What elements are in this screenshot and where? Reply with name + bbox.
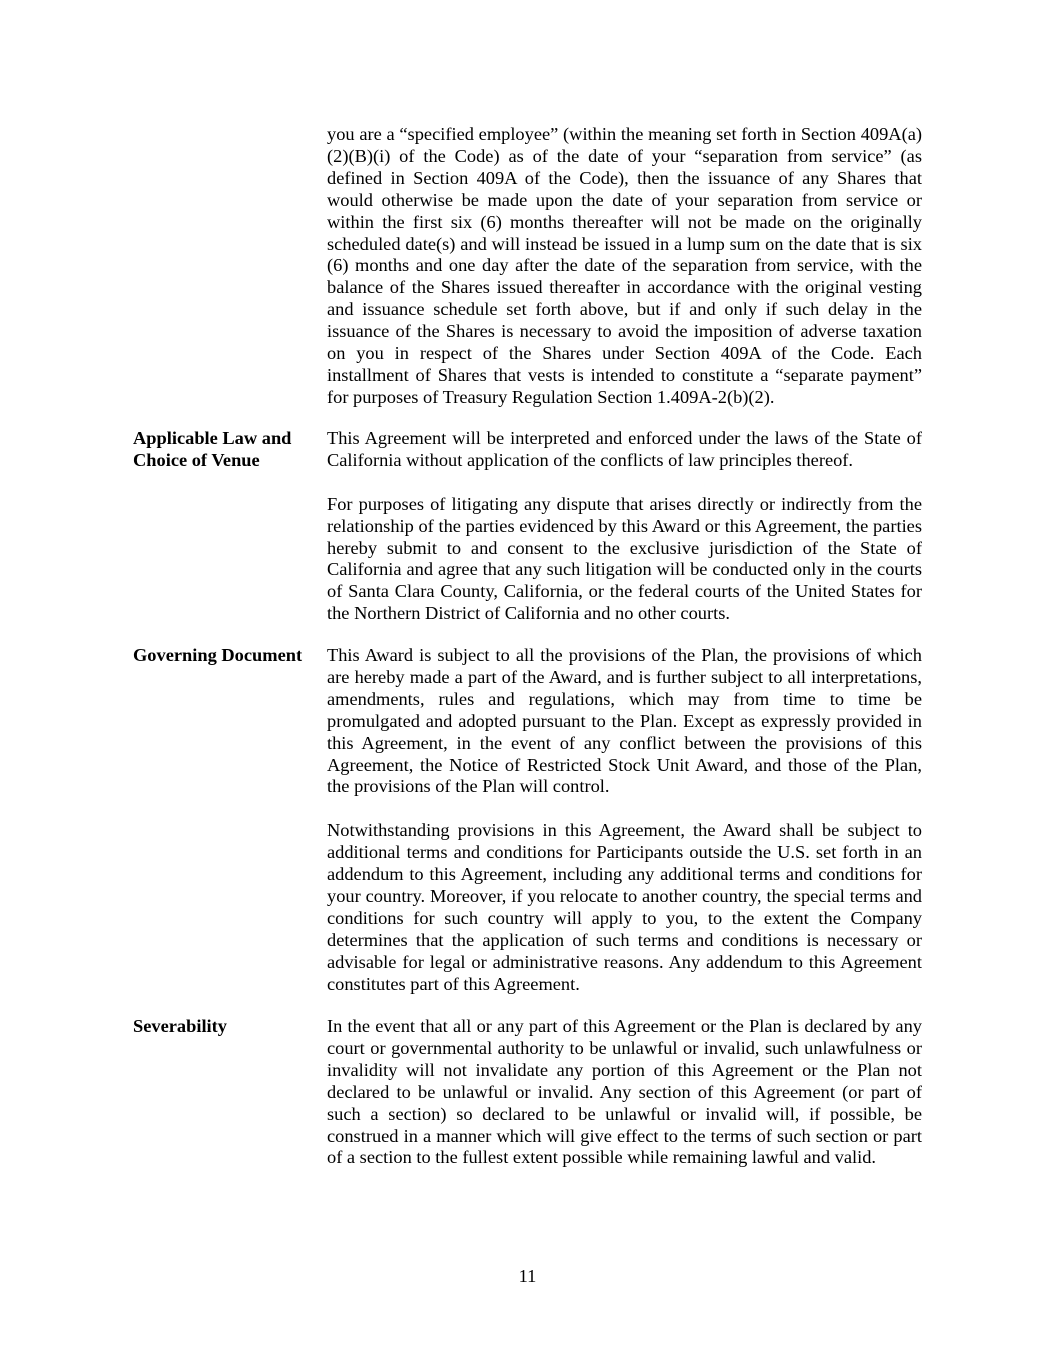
section-body-severability: [327, 1016, 922, 1169]
section-body-governing-document: [327, 645, 922, 995]
paragraph: For purposes of litigating any dispute that arises directly or indirectly from the relationship of the parties evidenced by this Award or this Agreement, the parties hereby submit to and consent to the exclusive jurisdiction of the State of California and agree that any such litigation will be conducted only in the courts of Santa Clara County, California, or the federal courts of the United States for the Northern District of California and no other courts.: [327, 493, 922, 624]
section-heading-governing-document: Governing Document: [133, 645, 303, 665]
section-heading-applicable-law: Applicable Law and Choice of Venue: [133, 428, 292, 470]
page-number: 11: [518, 1266, 537, 1286]
paragraph: Notwithstanding provisions in this Agreement, the Award shall be subject to additional terms and conditions for Participants outside the U.S. set forth in an addendum to this Agreement, including any additional terms and conditions for your country. Moreover, if you relocate to another country, the special terms and conditions for such country will apply to you, to the extent the Company determines that the application of such terms and conditions is necessary or advisable for legal or administrative reasons. Any addendum to this Agreement constitutes part of this Agreement.: [327, 820, 922, 994]
paragraph: This Agreement will be interpreted and enforced under the laws of the State of California without application of the conflicts of law principles thereof.: [327, 428, 922, 470]
section-409a-continuation: [327, 124, 922, 409]
paragraph: In the event that all or any part of this Agreement or the Plan is declared by any court or governmental authority to be unlawful or invalid, such unlawfulness or invalidity will not invalidate any portion of this Agreement or the Plan not declared to be unlawful or invalid. Any section of this Agreement (or part of such a section) so declared to be unlawful or invalid will, if possible, be construed in a manner which will give effect to the terms of such section or part of a section to the fullest extent possible while remaining lawful and valid.: [327, 1016, 922, 1168]
section-heading-severability: Severability: [133, 1016, 227, 1036]
paragraph: This Award is subject to all the provisions of the Plan, the provisions of which are hereby made a part of the Award, and is further subject to all interpretations, amendments, rules and regulations, which may from time to time be promulgated and adopted pursuant to the Plan. Except as expressly provided in this Agreement, in the event of any conflict between the provisions of this Agreement, the Notice of Restricted Stock Unit Award, and those of the Plan, the provisions of the Plan will control.: [327, 645, 922, 797]
section-body-applicable-law: [327, 428, 922, 625]
continuation-paragraph: you are a “specified employee” (within the meaning set forth in Section 409A(a)(2)(B)(i) of the Code) as of the date of your “separation from service” (as defined in Section 409A of the Code), then the issuance of any Shares that would otherwise be made upon the date of your separation from service or within the first six (6) months thereafter will not be made on the originally scheduled date(s) and will instead be issued in a lump sum on the date that is six (6) months and one day after the date of the separation from service, with the balance of the Shares issued thereafter in accordance with the original vesting and issuance schedule set forth above, but if and only if such delay in the issuance of the Shares is necessary to avoid the imposition of adverse taxation on you in respect of the Shares under Section 409A of the Code. Each installment of Shares that vests is intended to constitute a “separate payment” for purposes of Treasury Regulation Section 1.409A-2(b)(2).: [327, 124, 922, 407]
